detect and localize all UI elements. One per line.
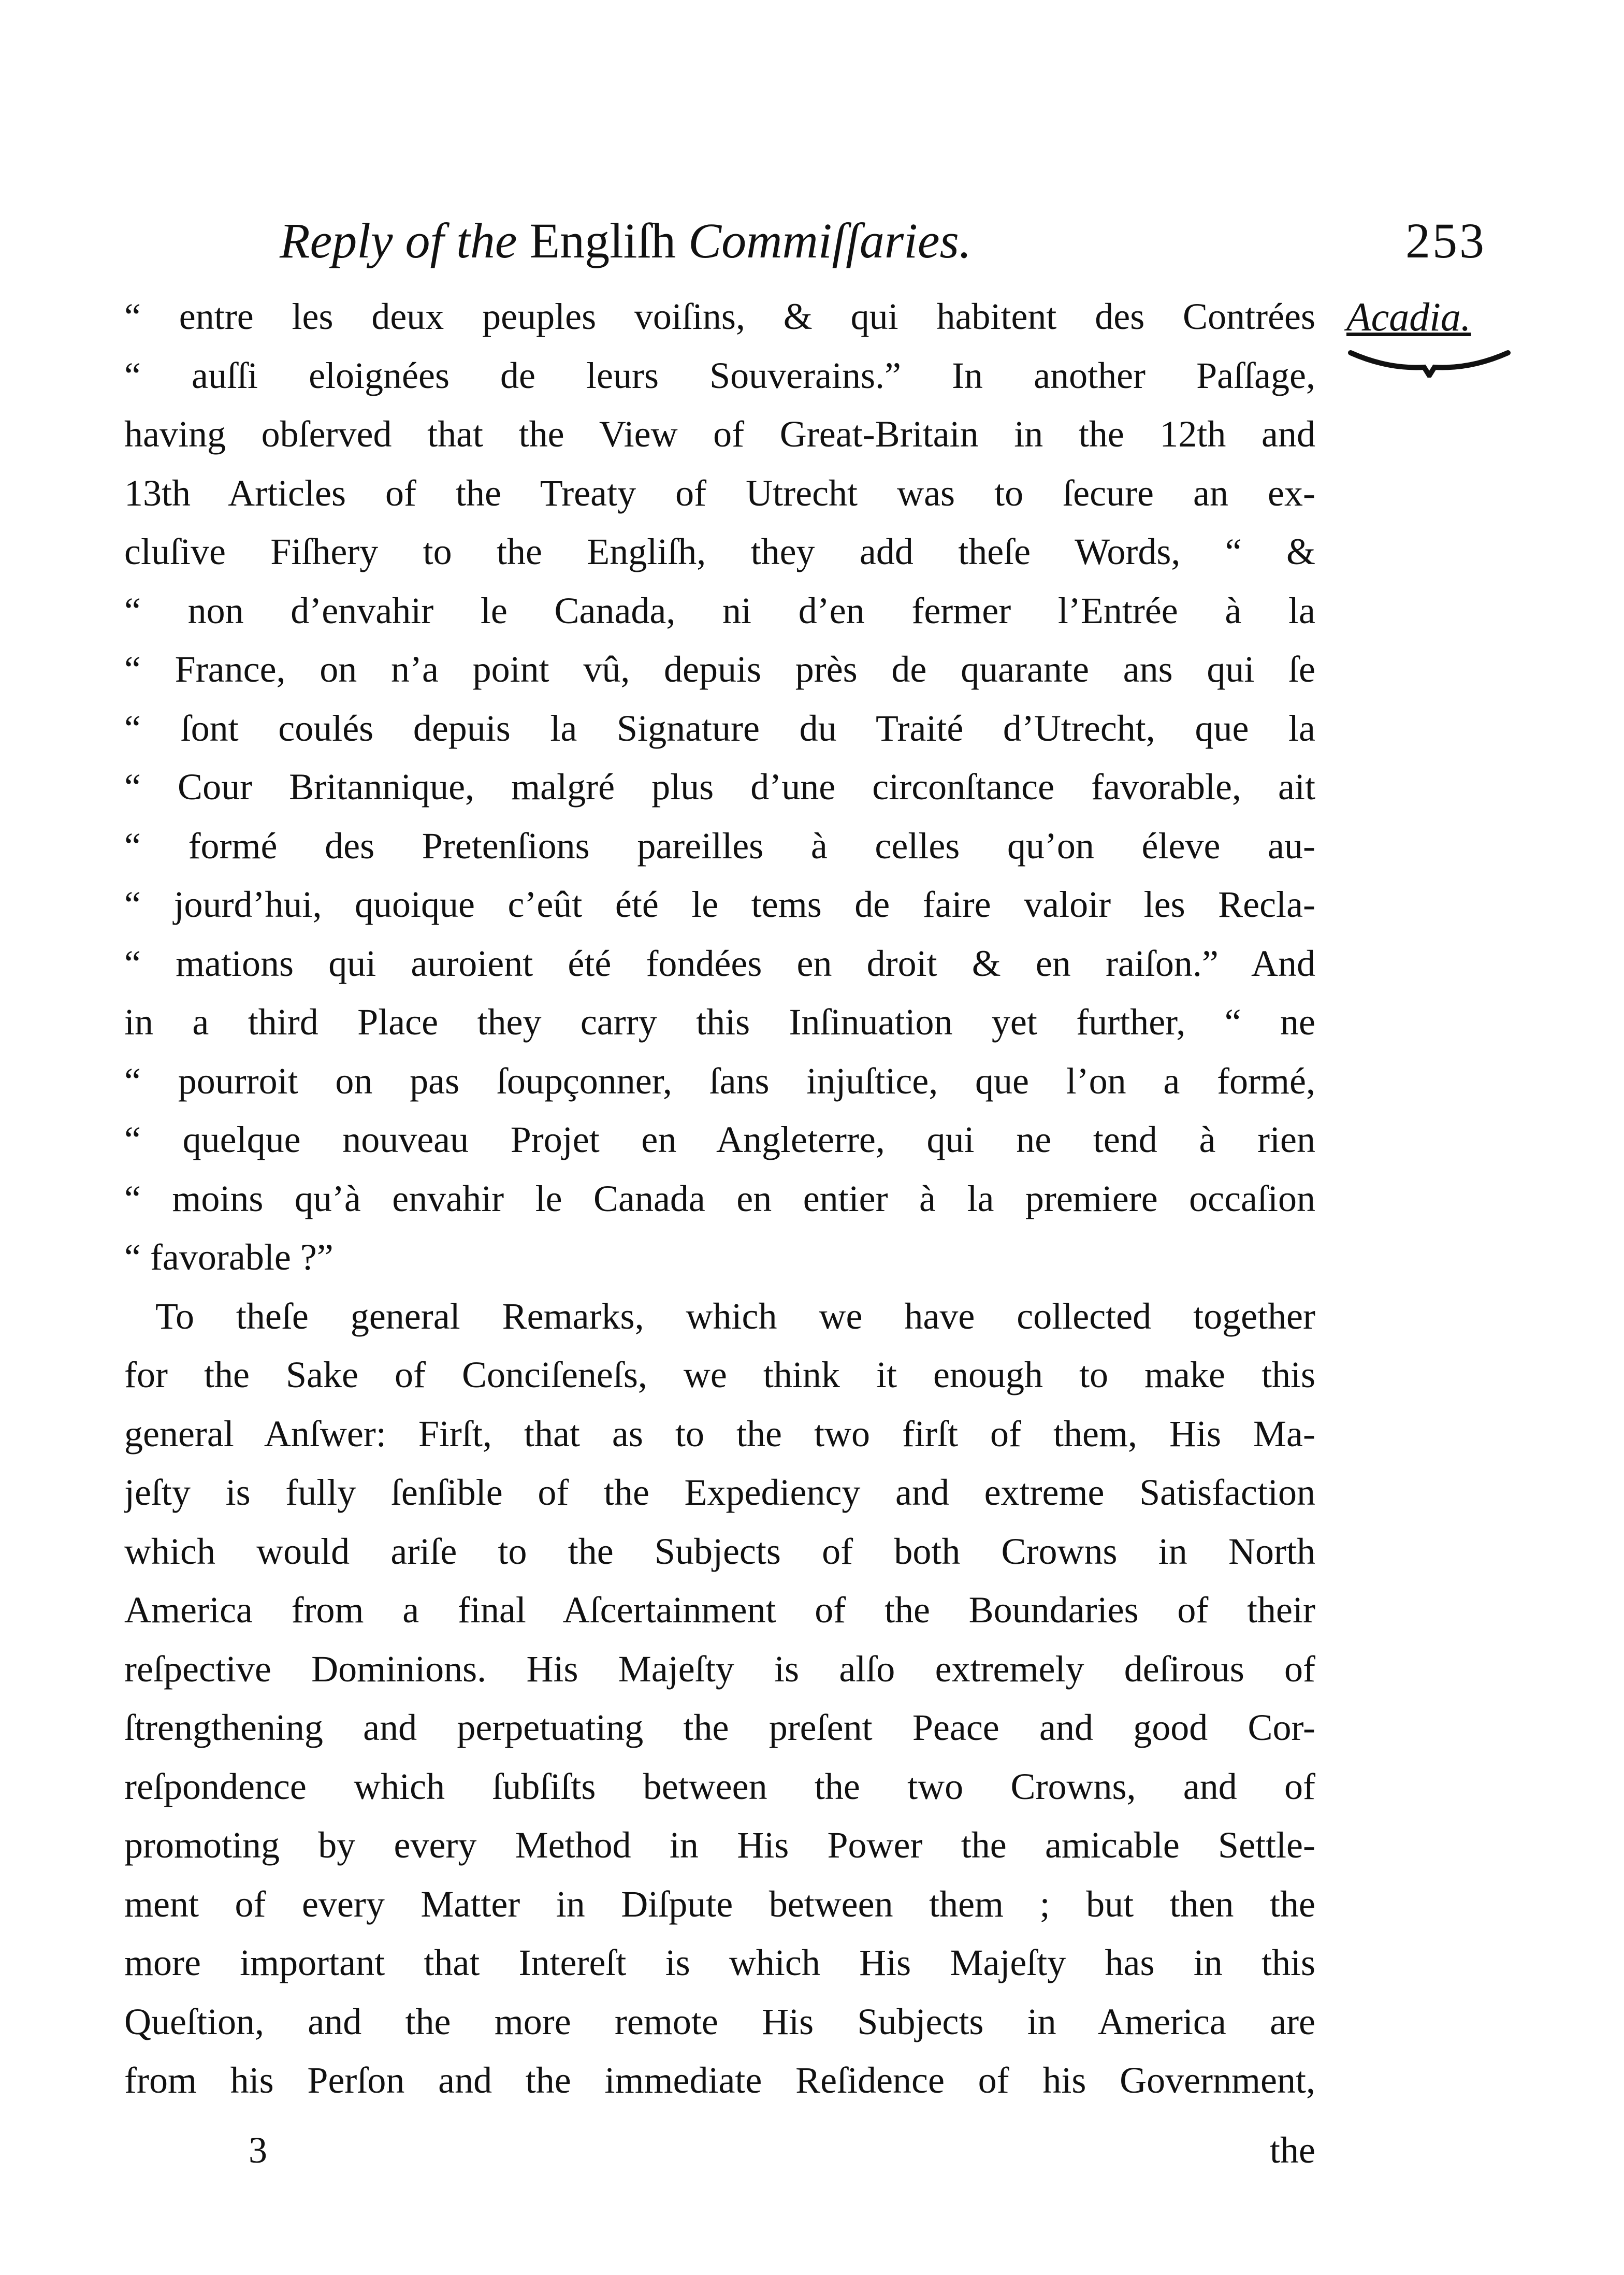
text-line: “ France, on n’a point vû, depuis près de quarante ans qui ſe (124, 649, 1315, 690)
text-line: America from a final Aſcertainment of the Boundaries of their (124, 1589, 1315, 1631)
paragraph-start-line: To theſe general Remarks, which we have collected together (155, 1295, 1315, 1337)
text-line: “ ſont coulés depuis la Signature du Traité d’Utrecht, que la (124, 707, 1315, 749)
text-line: cluſive Fiſhery to the Engliſh, they add theſe Words, “ & (124, 531, 1315, 572)
text-line: promoting by every Method in His Power the amicable Settle- (124, 1824, 1315, 1866)
page-header (280, 207, 1486, 275)
text-line: “ pourroit on pas ſoupçonner, ſans injuſtice, que l’on a formé, (124, 1060, 1315, 1102)
margin-note (1346, 287, 1517, 378)
text-line: “ non d’envahir le Canada, ni d’en fermer l’Entrée à la (124, 589, 1315, 631)
running-title-part-3: Commiſſaries. (676, 213, 972, 268)
text-line: jeſty is fully ſenſible of the Expediency and extreme Satisfaction (124, 1472, 1315, 1513)
text-line: Queſtion, and the more remote His Subjects in America are (124, 2000, 1315, 2042)
text-line: from his Perſon and the immediate Reſidence of his Government, (124, 2060, 1315, 2101)
text-line: reſpondence which ſubſiſts between the two Crowns, and of (124, 1765, 1315, 1807)
text-line: having obſerved that the View of Great-Britain in the 12th and (124, 413, 1315, 455)
body-text (124, 287, 1315, 2110)
text-line: “ auſſi eloignées de leurs Souverains.” In another Paſſage, (124, 354, 1315, 396)
text-line: “ quelque nouveau Projet en Angleterre, qui ne tend à rien (124, 1119, 1315, 1160)
text-line: reſpective Dominions. His Majeſty is alſo extremely deſirous of (124, 1648, 1315, 1690)
margin-brace-icon (1346, 347, 1512, 378)
text-line: general Anſwer: Firſt, that as to the two firſt of them, His Ma- (124, 1413, 1315, 1455)
page-footer (124, 2121, 1315, 2180)
text-line: ſtrengthening and perpetuating the preſent Peace and good Cor- (124, 1707, 1315, 1748)
catchword: the (1270, 2129, 1315, 2171)
running-title (280, 207, 972, 275)
text-line: 13th Articles of the Treaty of Utrecht was to ſecure an ex- (124, 472, 1315, 514)
margin-note-label: Acadia. (1346, 294, 1471, 339)
text-line: in a third Place they carry this Inſinuation yet further, “ ne (124, 1001, 1315, 1043)
text-line: “ moins qu’à envahir le Canada en entier à la premiere occaſion (124, 1177, 1315, 1219)
text-line: “ entre les deux peuples voiſins, & qui habitent des Contrées (124, 296, 1315, 337)
text-line: “ jourd’hui, quoique c’eût été le tems de faire valoir les Recla- (124, 884, 1315, 925)
text-line: “ Cour Britannique, malgré plus d’une circonſtance favorable, ait (124, 766, 1315, 808)
text-line: “ mations qui auroient été fondées en droit & en raiſon.” And (124, 942, 1315, 984)
running-title-part-1: Reply of the (280, 213, 530, 268)
running-title-part-2: Engliſh (529, 213, 676, 268)
text-line: for the Sake of Conciſeneſs, we think it enough to make this (124, 1354, 1315, 1395)
text-line: ment of every Matter in Diſpute between them ; but then the (124, 1883, 1315, 1925)
text-line: “ favorable ?” (124, 1236, 334, 1278)
page-number: 253 (1405, 213, 1486, 268)
signature-mark: 3 (249, 2129, 267, 2171)
text-line: which would ariſe to the Subjects of both Crowns in North (124, 1530, 1315, 1572)
text-line: more important that Intereſt is which His Majeſty has in this (124, 1942, 1315, 1983)
text-line: “ formé des Pretenſions pareilles à celles qu’on éleve au- (124, 825, 1315, 867)
